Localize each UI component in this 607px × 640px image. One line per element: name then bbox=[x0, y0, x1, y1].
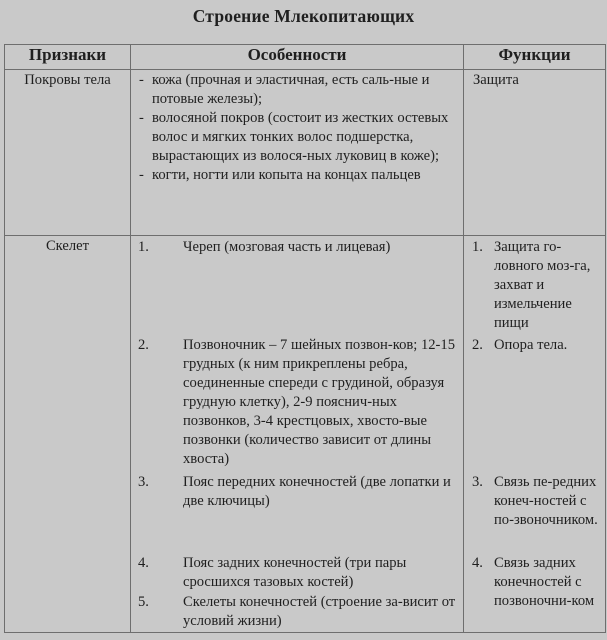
table-row-skeleton bbox=[5, 236, 606, 633]
item-text: Череп (мозговая часть и лицевая) bbox=[183, 239, 391, 255]
skeleton-function-2 bbox=[472, 336, 602, 355]
list-item-text: волосяной покров (состоит из жестких остевых волос и мягких тонких волос подшерстка, вырастающих из волося-ных луковиц в коже); bbox=[152, 110, 449, 164]
item-number: 1. bbox=[138, 239, 149, 255]
item-text: Скелеты конечностей (строение за-висит от условий жизни) bbox=[183, 594, 456, 629]
table-header-row bbox=[5, 45, 606, 70]
item-text: Позвоночник – 7 шейных позвон-ков; 12-15 грудных (к ним прикреплены ребра, соединенные спереди с грудиной, образуя грудную клетку), 2-9 пояснич-ных позвонков, 3-4 крестцовых, хвосто-вые позвонки (количество зависит от длины хвоста) bbox=[183, 337, 456, 467]
skeleton-feature-2 bbox=[138, 336, 458, 469]
features-skeleton bbox=[131, 236, 464, 633]
item-number: 1. bbox=[472, 239, 483, 255]
item-number: 3. bbox=[138, 474, 149, 490]
item-number: 2. bbox=[138, 337, 149, 353]
item-number: 4. bbox=[138, 555, 149, 571]
list-item bbox=[139, 166, 459, 185]
mammal-structure-table bbox=[4, 44, 606, 633]
dash-marker: - bbox=[139, 72, 144, 88]
dash-marker: - bbox=[139, 167, 144, 183]
skeleton-feature-4 bbox=[138, 554, 458, 592]
item-text: Защита го-ловного моз-га, захват и измельчение пищи bbox=[494, 239, 591, 331]
list-item bbox=[139, 71, 459, 109]
page-title: Строение Млекопитающих bbox=[192, 6, 415, 26]
header-signs: Признаки bbox=[5, 45, 131, 70]
header-functions: Функции bbox=[464, 45, 606, 70]
item-text: Пояс задних конечностей (три пары сросшихся тазовых костей) bbox=[183, 555, 407, 590]
list-item-text: когти, ногти или копыта на концах пальцев bbox=[152, 167, 421, 183]
item-text: Пояс передних конечностей (две лопатки и две ключицы) bbox=[183, 474, 451, 509]
skeleton-function-3 bbox=[472, 473, 602, 530]
skeleton-function-4 bbox=[472, 554, 602, 611]
item-text: Связь пе-редних конеч-ностей с по-звоночником. bbox=[494, 474, 598, 528]
list-item-text: кожа (прочная и эластичная, есть саль-ные и потовые железы); bbox=[152, 72, 430, 107]
item-text: Опора тела. bbox=[494, 337, 568, 353]
skeleton-function-1 bbox=[472, 238, 602, 333]
item-number: 4. bbox=[472, 555, 483, 571]
list-item bbox=[139, 109, 459, 166]
item-number: 5. bbox=[138, 594, 149, 610]
skeleton-feature-3 bbox=[138, 473, 458, 511]
dash-marker: - bbox=[139, 110, 144, 126]
features-covers bbox=[131, 70, 464, 236]
functions-skeleton bbox=[464, 236, 606, 633]
skeleton-feature-5 bbox=[138, 593, 458, 631]
item-number: 2. bbox=[472, 337, 483, 353]
item-number: 3. bbox=[472, 474, 483, 490]
sign-skeleton: Скелет bbox=[5, 236, 131, 633]
skeleton-feature-1 bbox=[138, 238, 458, 257]
item-text: Связь задних конечностей с позвоночни-ком bbox=[494, 555, 595, 609]
header-features: Особенности bbox=[131, 45, 464, 70]
function-covers: Защита bbox=[464, 70, 606, 236]
table-row-covers bbox=[5, 70, 606, 236]
sign-covers: Покровы тела bbox=[5, 70, 131, 236]
